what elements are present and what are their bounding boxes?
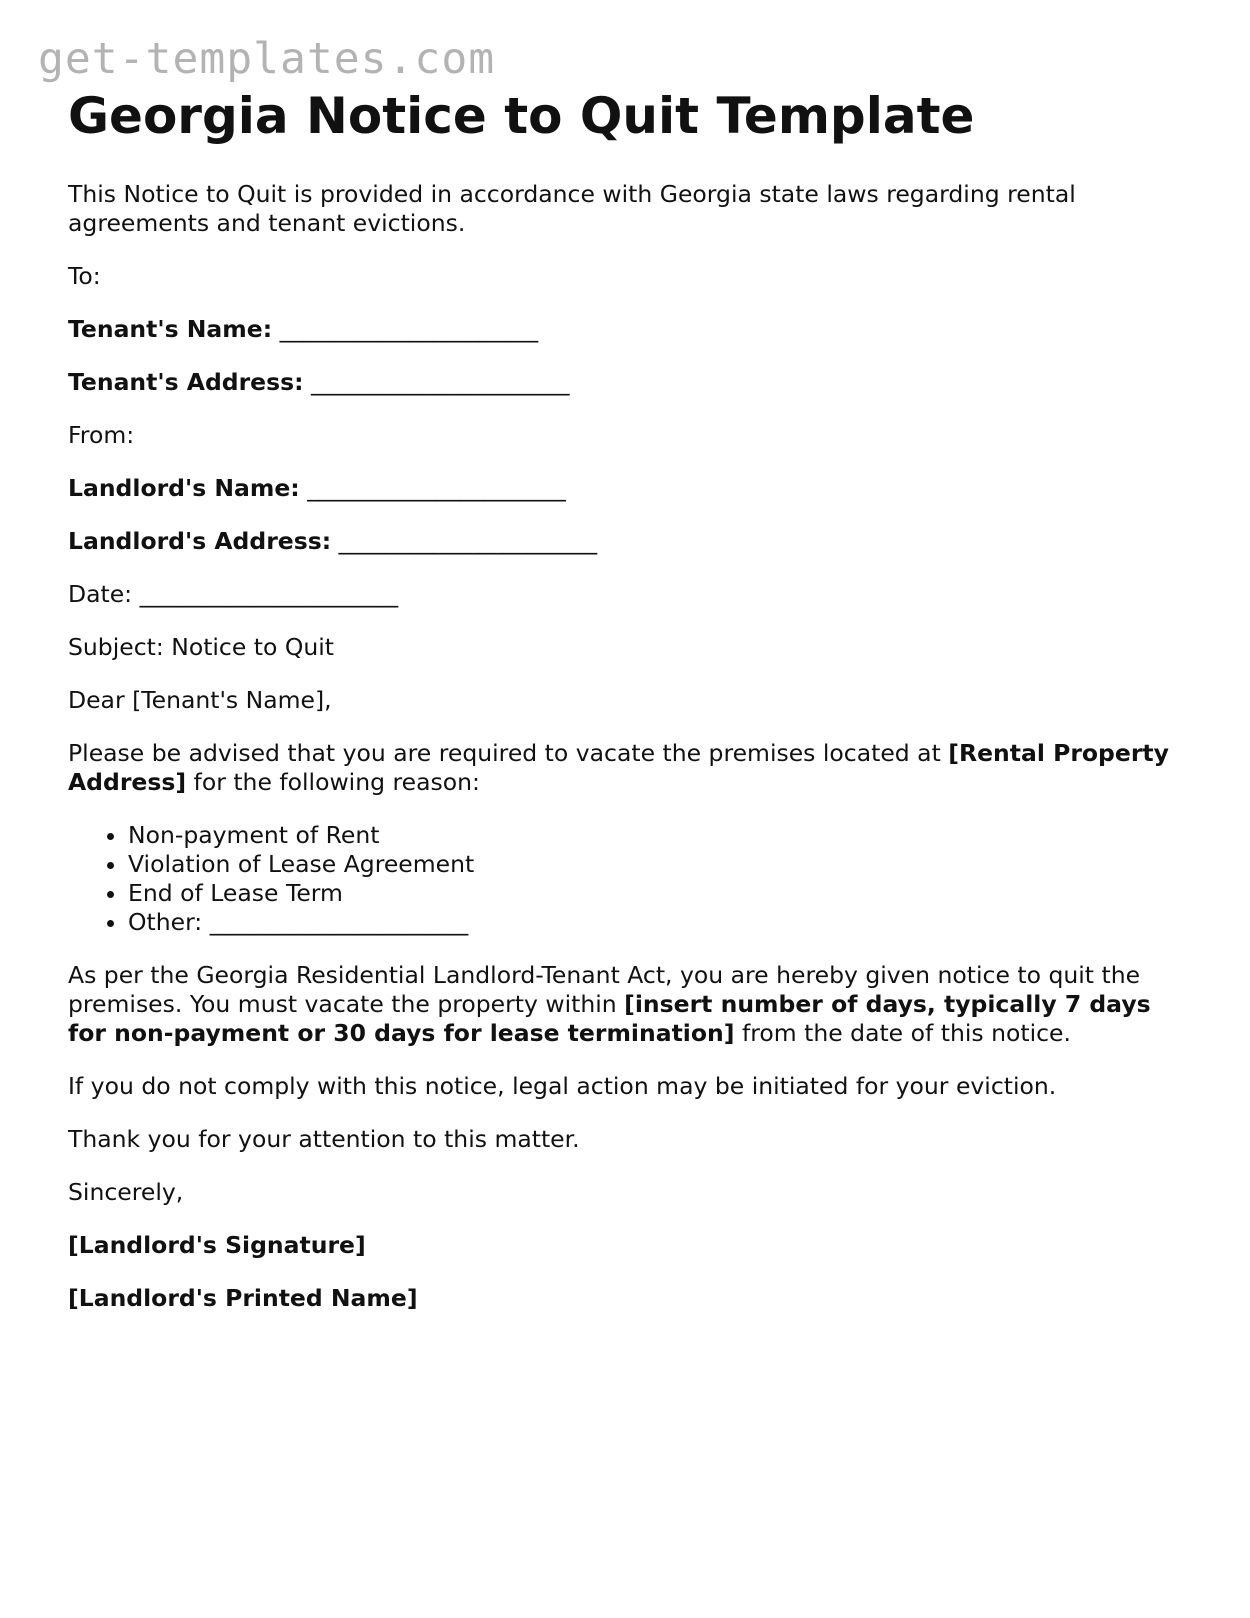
tenant-address-line	[68, 368, 1188, 397]
landlord-name-label: Landlord's Name:	[68, 474, 300, 502]
reasons-list	[68, 821, 1188, 937]
signature-placeholder: [Landlord's Signature]	[68, 1231, 366, 1259]
date-line	[68, 580, 1188, 609]
intro-paragraph: This Notice to Quit is provided in accordance with Georgia state laws regarding rental agreements and tenant evictions.	[68, 180, 1076, 237]
watermark: get-templates.com	[38, 34, 496, 84]
thanks-paragraph: Thank you for your attention to this matter.	[68, 1125, 580, 1153]
landlord-address-blank: ______________________	[338, 527, 598, 555]
advice-text-pre: Please be advised that you are required to vacate the premises located at	[68, 739, 949, 767]
printed-name-placeholder: [Landlord's Printed Name]	[68, 1284, 418, 1312]
advice-text-post: for the following reason:	[186, 768, 480, 796]
date-blank: ______________________	[139, 580, 399, 608]
act-text-post: from the date of this notice.	[734, 1019, 1071, 1047]
document	[68, 86, 1188, 1337]
tenant-address-label: Tenant's Address:	[68, 368, 304, 396]
tenant-address-blank: ______________________	[310, 368, 570, 396]
landlord-name-blank: ______________________	[307, 474, 566, 502]
landlord-address-label: Landlord's Address:	[68, 527, 332, 555]
tenant-name-label: Tenant's Name:	[68, 315, 273, 343]
list-item: • End of Lease Term	[128, 879, 1188, 908]
tenant-name-line	[68, 315, 1188, 344]
from-label: From:	[68, 421, 135, 449]
advice-paragraph	[68, 739, 1188, 797]
warning-paragraph: If you do not comply with this notice, legal action may be initiated for your eviction.	[68, 1072, 1057, 1100]
landlord-address-line	[68, 527, 1188, 556]
rental-address-placeholder: [Rental Property Address]	[68, 739, 1169, 796]
list-item: • Other: ______________________	[128, 908, 1188, 937]
salutation: Dear [Tenant's Name],	[68, 686, 332, 714]
days-placeholder: [insert number of days, typically 7 days for non-payment or 30 days for lease termination]	[68, 990, 1151, 1047]
list-item: • Violation of Lease Agreement	[128, 850, 1188, 879]
landlord-name-line	[68, 474, 1188, 503]
closing: Sincerely,	[68, 1178, 184, 1206]
act-text-pre: As per the Georgia Residential Landlord-Tenant Act, you are hereby given notice to quit the premises. You must vacate the property within	[68, 961, 1141, 1018]
to-label: To:	[68, 262, 101, 290]
subject-line: Subject: Notice to Quit	[68, 633, 334, 661]
date-label: Date:	[68, 580, 133, 608]
tenant-name-blank: ______________________	[279, 315, 539, 343]
act-paragraph	[68, 961, 1188, 1048]
list-item: • Non-payment of Rent	[128, 821, 1188, 850]
page-title: Georgia Notice to Quit Template	[68, 87, 975, 145]
